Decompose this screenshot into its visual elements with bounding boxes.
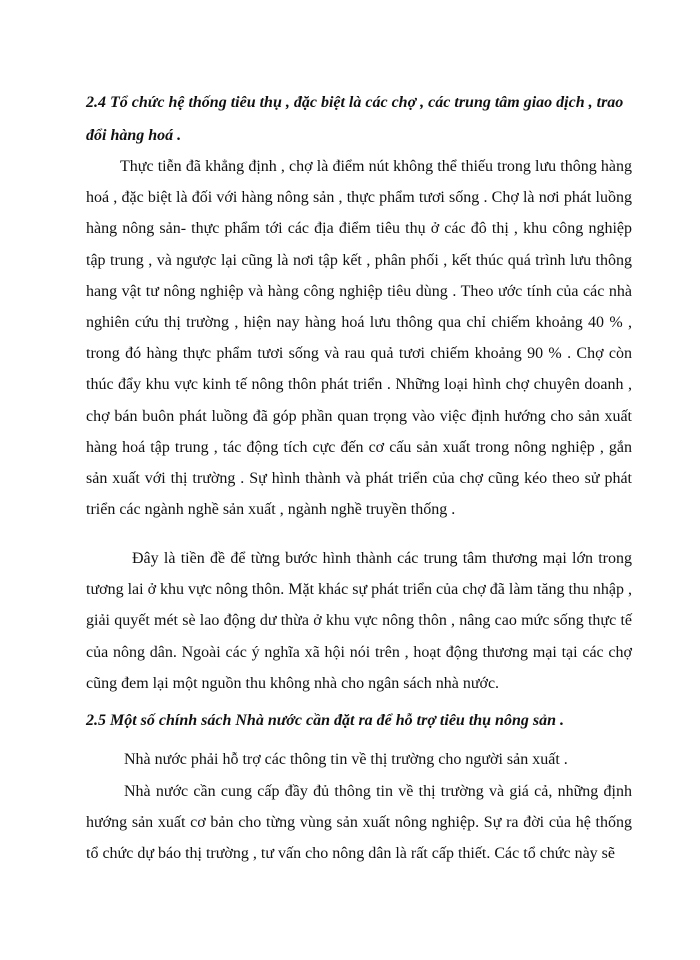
paragraph-text: Nhà nước phải hỗ trợ các thông tin về thị trường cho người sản xuất .: [124, 751, 568, 768]
paragraph-text: Thực tiễn đã khẳng định , chợ là điểm nút không thể thiếu trong lưu thông hàng hoá , đặc biệt là đối với hàng nông sản , thực phẩm tươi sống . Chợ là nơi phát luồng hàng nông sản- thực phẩm tới các địa điểm tiêu thụ ở các đô thị , khu công nghiệp tập trung , và ngược lại cũng là nơi tập kết , phân phối , kết thúc quá trình lưu thông hang vật tư nông nghiệp và hàng công nghiệp tiêu dùng . Theo ước tính của các nhà nghiên cứu thị trường , hiện nay hàng hoá lưu thông qua chỉ chiếm khoảng 40 % , trong đó hàng thực phẩm tươi sống và rau quả tươi chiếm khoảng 90 % . Chợ còn thúc đẩy khu vực kinh tế nông thôn phát triển . Những loại hình chợ chuyên doanh , chợ bán buôn phát luồng đã góp phần quan trọng vào việc định hướng cho sản xuất hàng hoá tập trung , tác động tích cực đến cơ cấu sản xuất trong nông nghiệp , gắn sản xuất với thị trường . Sự hình thành và phát triển của chợ cũng kéo theo sử phát triển các ngành nghề sản xuất , ngành nghề truyền thống .: [86, 158, 632, 519]
section-2-4-paragraph-2: [86, 543, 632, 699]
paragraph-text: Đây là tiền đề để từng bước hình thành các trung tâm thương mại lớn trong tương lai ở khu vực nông thôn. Mặt khác sự phát triển của chợ đã làm tăng thu nhập , giải quyết mét sè lao động dư thừa ở khu vực nông thôn , nâng cao mức sống thực tế của nông dân. Ngoài các ý nghĩa xã hội nói trên , hoạt động thương mại tại các chợ cũng đem lại một nguồn thu không nhà cho ngân sách nhà nước.: [86, 550, 632, 692]
paragraph-text: Nhà nước cần cung cấp đầy đủ thông tin về thị trường và giá cả, những định hướng sản xuất cơ bản cho từng vùng sản xuất nông nghiệp. Sự ra đời của hệ thống tổ chức dự báo thị trường , tư vấn cho nông dân là rất cấp thiết. Các tổ chức này sẽ: [86, 783, 632, 863]
section-2-5-paragraph-2: [86, 776, 632, 870]
section-2-5-paragraph-1: [86, 744, 632, 775]
section-2-4-heading: 2.4 Tổ chức hệ thống tiêu thụ , đặc biệt là các chợ , các trung tâm giao dịch , trao đổi hàng hoá .: [86, 94, 624, 144]
section-2-4-paragraph-1: [86, 151, 632, 525]
section-2-5-heading: 2.5 Một số chính sách Nhà nước cần đặt ra để hỗ trợ tiêu thụ nông sản .: [86, 712, 564, 729]
